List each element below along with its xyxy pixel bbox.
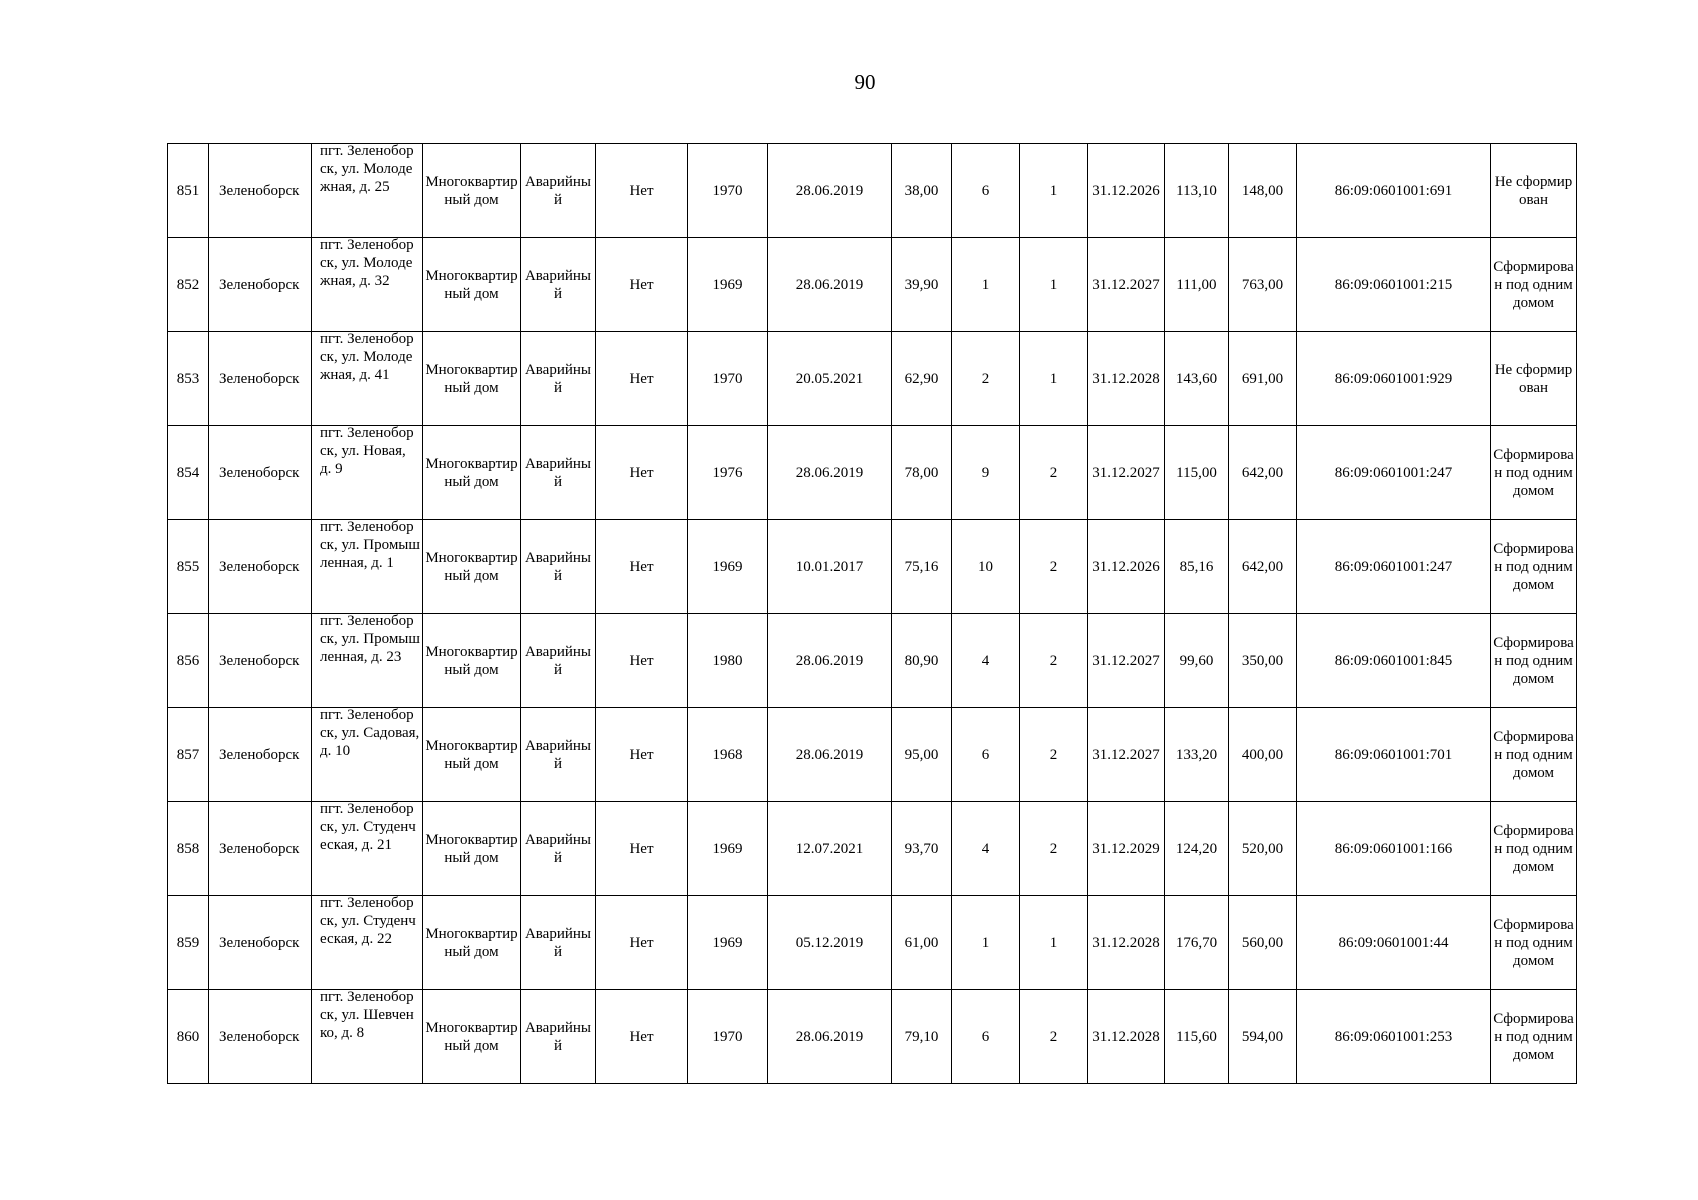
- row-number-cell: 857: [168, 708, 209, 802]
- cadastral-number-cell: 86:09:0601001:929: [1297, 332, 1491, 426]
- address-cell-text: пгт. Зеленоборск, ул. Молодежная, д. 25: [320, 143, 414, 195]
- area-cell: 99,60: [1165, 614, 1229, 708]
- condition-cell: Аварийный: [521, 802, 596, 896]
- recognition-date-cell: 28.06.2019: [768, 708, 892, 802]
- cadastral-number-cell: 86:09:0601001:44: [1297, 896, 1491, 990]
- count-b-cell: 2: [1020, 708, 1088, 802]
- year-built-cell: 1970: [688, 332, 768, 426]
- wear-percent-cell: 39,90: [892, 238, 952, 332]
- resettlement-deadline-cell: 31.12.2027: [1088, 614, 1165, 708]
- year-built-cell: 1970: [688, 144, 768, 238]
- count-b-cell: 1: [1020, 896, 1088, 990]
- table-row: [168, 614, 1577, 708]
- condition-cell: Аварийный: [521, 144, 596, 238]
- address-cell-text: пгт. Зеленоборск, ул. Молодежная, д. 32: [320, 237, 414, 289]
- land-status-cell: [1491, 990, 1577, 1084]
- year-built-cell: 1970: [688, 990, 768, 1084]
- count-a-cell: 6: [952, 990, 1020, 1084]
- row-number-cell: 859: [168, 896, 209, 990]
- condition-cell: Аварийный: [521, 708, 596, 802]
- building-type-cell: Многоквартирный дом: [423, 802, 521, 896]
- locality-cell: Зеленоборск: [209, 144, 312, 238]
- row-number-cell: 853: [168, 332, 209, 426]
- wear-percent-cell: 80,90: [892, 614, 952, 708]
- area-cell: 111,00: [1165, 238, 1229, 332]
- count-a-cell: 1: [952, 238, 1020, 332]
- land-area-cell: 350,00: [1229, 614, 1297, 708]
- address-cell: [312, 520, 423, 614]
- resettlement-deadline-cell: 31.12.2029: [1088, 802, 1165, 896]
- condition-cell: Аварийный: [521, 896, 596, 990]
- recognition-date-cell: 28.06.2019: [768, 990, 892, 1084]
- land-area-cell: 400,00: [1229, 708, 1297, 802]
- building-type-cell: Многоквартирный дом: [423, 896, 521, 990]
- area-cell: 143,60: [1165, 332, 1229, 426]
- address-cell: [312, 896, 423, 990]
- year-built-cell: 1968: [688, 708, 768, 802]
- recognition-date-cell: 28.06.2019: [768, 614, 892, 708]
- year-built-cell: 1969: [688, 238, 768, 332]
- count-a-cell: 4: [952, 802, 1020, 896]
- row-number-cell: 860: [168, 990, 209, 1084]
- count-b-cell: 2: [1020, 802, 1088, 896]
- year-built-cell: 1969: [688, 896, 768, 990]
- resettlement-deadline-cell: 31.12.2026: [1088, 144, 1165, 238]
- resettlement-deadline-cell: 31.12.2028: [1088, 896, 1165, 990]
- wear-percent-cell: 75,16: [892, 520, 952, 614]
- land-status-cell-text: Не сформирован: [1494, 173, 1573, 208]
- count-b-cell: 1: [1020, 144, 1088, 238]
- area-cell: 113,10: [1165, 144, 1229, 238]
- land-area-cell: 642,00: [1229, 520, 1297, 614]
- count-a-cell: 6: [952, 144, 1020, 238]
- building-type-cell: Многоквартирный дом: [423, 614, 521, 708]
- address-cell-text: пгт. Зеленоборск, ул. Студенческая, д. 22: [320, 895, 416, 947]
- building-type-cell: Многоквартирный дом: [423, 708, 521, 802]
- land-status-cell-text: Сформирован под одним домом: [1493, 258, 1574, 311]
- recognition-date-cell: 28.06.2019: [768, 426, 892, 520]
- address-cell: [312, 614, 423, 708]
- resettlement-deadline-cell: 31.12.2026: [1088, 520, 1165, 614]
- recognition-date-cell: 28.06.2019: [768, 238, 892, 332]
- area-cell: 115,60: [1165, 990, 1229, 1084]
- building-type-cell: Многоквартирный дом: [423, 238, 521, 332]
- land-status-cell: [1491, 332, 1577, 426]
- count-b-cell: 2: [1020, 614, 1088, 708]
- table-row: [168, 896, 1577, 990]
- land-status-cell: [1491, 426, 1577, 520]
- count-a-cell: 2: [952, 332, 1020, 426]
- land-status-cell-text: Сформирован под одним домом: [1493, 822, 1574, 875]
- address-cell: [312, 708, 423, 802]
- cadastral-number-cell: 86:09:0601001:253: [1297, 990, 1491, 1084]
- housing-registry-table: [167, 143, 1577, 1084]
- area-cell: 85,16: [1165, 520, 1229, 614]
- flag-cell: Нет: [596, 614, 688, 708]
- recognition-date-cell: 12.07.2021: [768, 802, 892, 896]
- table-row: [168, 802, 1577, 896]
- locality-cell: Зеленоборск: [209, 520, 312, 614]
- area-cell: 133,20: [1165, 708, 1229, 802]
- wear-percent-cell: 78,00: [892, 426, 952, 520]
- row-number-cell: 851: [168, 144, 209, 238]
- year-built-cell: 1969: [688, 802, 768, 896]
- count-a-cell: 9: [952, 426, 1020, 520]
- land-area-cell: 763,00: [1229, 238, 1297, 332]
- recognition-date-cell: 20.05.2021: [768, 332, 892, 426]
- flag-cell: Нет: [596, 426, 688, 520]
- wear-percent-cell: 93,70: [892, 802, 952, 896]
- address-cell: [312, 426, 423, 520]
- building-type-cell: Многоквартирный дом: [423, 332, 521, 426]
- address-cell-text: пгт. Зеленоборск, ул. Промышленная, д. 1: [320, 519, 420, 571]
- address-cell-text: пгт. Зеленоборск, ул. Студенческая, д. 21: [320, 801, 416, 853]
- recognition-date-cell: 28.06.2019: [768, 144, 892, 238]
- land-status-cell: [1491, 802, 1577, 896]
- land-status-cell: [1491, 520, 1577, 614]
- area-cell: 176,70: [1165, 896, 1229, 990]
- count-b-cell: 1: [1020, 238, 1088, 332]
- land-status-cell-text: Сформирован под одним домом: [1493, 540, 1574, 593]
- building-type-cell: Многоквартирный дом: [423, 426, 521, 520]
- locality-cell: Зеленоборск: [209, 332, 312, 426]
- address-cell: [312, 144, 423, 238]
- count-b-cell: 2: [1020, 520, 1088, 614]
- wear-percent-cell: 79,10: [892, 990, 952, 1084]
- cadastral-number-cell: 86:09:0601001:701: [1297, 708, 1491, 802]
- count-b-cell: 2: [1020, 426, 1088, 520]
- land-status-cell: [1491, 614, 1577, 708]
- flag-cell: Нет: [596, 896, 688, 990]
- area-cell: 124,20: [1165, 802, 1229, 896]
- table-row: [168, 144, 1577, 238]
- flag-cell: Нет: [596, 144, 688, 238]
- wear-percent-cell: 61,00: [892, 896, 952, 990]
- cadastral-number-cell: 86:09:0601001:166: [1297, 802, 1491, 896]
- locality-cell: Зеленоборск: [209, 426, 312, 520]
- cadastral-number-cell: 86:09:0601001:845: [1297, 614, 1491, 708]
- flag-cell: Нет: [596, 238, 688, 332]
- table-row: [168, 332, 1577, 426]
- wear-percent-cell: 62,90: [892, 332, 952, 426]
- land-status-cell: [1491, 708, 1577, 802]
- address-cell: [312, 332, 423, 426]
- page-number: 90: [854, 70, 876, 94]
- land-status-cell-text: Не сформирован: [1494, 361, 1573, 396]
- table-row: [168, 990, 1577, 1084]
- resettlement-deadline-cell: 31.12.2027: [1088, 238, 1165, 332]
- condition-cell: Аварийный: [521, 426, 596, 520]
- land-status-cell-text: Сформирован под одним домом: [1493, 634, 1574, 687]
- flag-cell: Нет: [596, 520, 688, 614]
- address-cell-text: пгт. Зеленоборск, ул. Новая, д. 9: [320, 425, 414, 477]
- year-built-cell: 1969: [688, 520, 768, 614]
- land-status-cell: [1491, 896, 1577, 990]
- land-status-cell-text: Сформирован под одним домом: [1493, 916, 1574, 969]
- cadastral-number-cell: 86:09:0601001:215: [1297, 238, 1491, 332]
- cadastral-number-cell: 86:09:0601001:691: [1297, 144, 1491, 238]
- locality-cell: Зеленоборск: [209, 802, 312, 896]
- recognition-date-cell: 10.01.2017: [768, 520, 892, 614]
- count-a-cell: 1: [952, 896, 1020, 990]
- land-area-cell: 148,00: [1229, 144, 1297, 238]
- land-status-cell: [1491, 144, 1577, 238]
- table-row: [168, 708, 1577, 802]
- count-a-cell: 6: [952, 708, 1020, 802]
- address-cell-text: пгт. Зеленоборск, ул. Промышленная, д. 23: [320, 613, 420, 665]
- address-cell: [312, 238, 423, 332]
- resettlement-deadline-cell: 31.12.2028: [1088, 332, 1165, 426]
- locality-cell: Зеленоборск: [209, 238, 312, 332]
- row-number-cell: 852: [168, 238, 209, 332]
- address-cell-text: пгт. Зеленоборск, ул. Молодежная, д. 41: [320, 331, 414, 383]
- land-area-cell: 642,00: [1229, 426, 1297, 520]
- table-body: [168, 144, 1577, 1084]
- row-number-cell: 856: [168, 614, 209, 708]
- locality-cell: Зеленоборск: [209, 614, 312, 708]
- count-b-cell: 1: [1020, 332, 1088, 426]
- table-row: [168, 426, 1577, 520]
- land-area-cell: 594,00: [1229, 990, 1297, 1084]
- table-row: [168, 520, 1577, 614]
- row-number-cell: 854: [168, 426, 209, 520]
- land-status-cell-text: Сформирован под одним домом: [1493, 728, 1574, 781]
- building-type-cell: Многоквартирный дом: [423, 990, 521, 1084]
- locality-cell: Зеленоборск: [209, 896, 312, 990]
- row-number-cell: 855: [168, 520, 209, 614]
- address-cell-text: пгт. Зеленоборск, ул. Садовая, д. 10: [320, 707, 420, 759]
- locality-cell: Зеленоборск: [209, 708, 312, 802]
- address-cell: [312, 990, 423, 1084]
- resettlement-deadline-cell: 31.12.2028: [1088, 990, 1165, 1084]
- cadastral-number-cell: 86:09:0601001:247: [1297, 426, 1491, 520]
- flag-cell: Нет: [596, 802, 688, 896]
- wear-percent-cell: 38,00: [892, 144, 952, 238]
- wear-percent-cell: 95,00: [892, 708, 952, 802]
- area-cell: 115,00: [1165, 426, 1229, 520]
- address-cell: [312, 802, 423, 896]
- condition-cell: Аварийный: [521, 614, 596, 708]
- resettlement-deadline-cell: 31.12.2027: [1088, 426, 1165, 520]
- flag-cell: Нет: [596, 708, 688, 802]
- flag-cell: Нет: [596, 990, 688, 1084]
- recognition-date-cell: 05.12.2019: [768, 896, 892, 990]
- resettlement-deadline-cell: 31.12.2027: [1088, 708, 1165, 802]
- land-status-cell: [1491, 238, 1577, 332]
- table-row: [168, 238, 1577, 332]
- locality-cell: Зеленоборск: [209, 990, 312, 1084]
- year-built-cell: 1976: [688, 426, 768, 520]
- condition-cell: Аварийный: [521, 238, 596, 332]
- cadastral-number-cell: 86:09:0601001:247: [1297, 520, 1491, 614]
- condition-cell: Аварийный: [521, 520, 596, 614]
- count-b-cell: 2: [1020, 990, 1088, 1084]
- land-status-cell-text: Сформирован под одним домом: [1493, 446, 1574, 499]
- address-cell-text: пгт. Зеленоборск, ул. Шевченко, д. 8: [320, 989, 414, 1041]
- land-area-cell: 560,00: [1229, 896, 1297, 990]
- row-number-cell: 858: [168, 802, 209, 896]
- year-built-cell: 1980: [688, 614, 768, 708]
- flag-cell: Нет: [596, 332, 688, 426]
- condition-cell: Аварийный: [521, 332, 596, 426]
- land-area-cell: 691,00: [1229, 332, 1297, 426]
- count-a-cell: 4: [952, 614, 1020, 708]
- count-a-cell: 10: [952, 520, 1020, 614]
- land-area-cell: 520,00: [1229, 802, 1297, 896]
- building-type-cell: Многоквартирный дом: [423, 144, 521, 238]
- building-type-cell: Многоквартирный дом: [423, 520, 521, 614]
- land-status-cell-text: Сформирован под одним домом: [1493, 1010, 1574, 1063]
- condition-cell: Аварийный: [521, 990, 596, 1084]
